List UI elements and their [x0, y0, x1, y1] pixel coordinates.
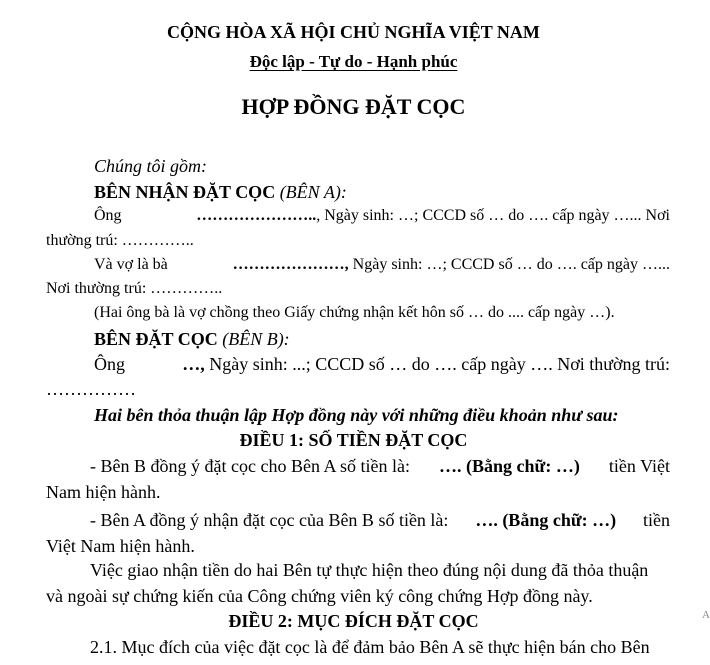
article-2-para-1: 2.1. Mục đích của việc đặt cọc là để đảm bảo Bên A sẽ thực hiện bán cho Bên: [90, 637, 650, 657]
wife-prefix: Và vợ là bà: [94, 256, 168, 273]
husband-name-blank: …………………..: [196, 207, 317, 224]
article-2-heading: ĐIỀU 2: MỤC ĐÍCH ĐẶT CỌC: [228, 611, 479, 631]
party-b-heading: [94, 330, 290, 348]
article-1-para-1-line-2: Nam hiện hành.: [46, 482, 161, 502]
article-1-para-3-line-1: Việc giao nhận tiền do hai Bên tự thực hiện theo đúng nội dung đã thỏa thuận: [90, 560, 649, 580]
document-title: HỢP ĐỒNG ĐẶT CỌC: [241, 94, 466, 119]
wife-fields: …………………, Ngày sinh: …; CCCD số … do …. cấp ngày …...: [232, 256, 670, 273]
motto: [0, 53, 707, 70]
party-a-tag: (BÊN A):: [275, 182, 347, 202]
article-1-para-1-line-1: - Bên B đồng ý đặt cọc cho Bên A số tiền là: …. (Bằng chữ: …) tiền Việt: [90, 456, 670, 476]
party-b-name: BÊN ĐẶT CỌC: [94, 329, 218, 349]
party-a-husband-line-2: thường trú: …………..: [46, 232, 194, 249]
party-a-wife-line-1: [94, 257, 670, 273]
party-b-fields: …, Ngày sinh: ...; CCCD số … do …. cấp ngày …. Nơi thường trú:: [182, 354, 670, 374]
deposit-amount-blank-2: …. (Bằng chữ: …): [475, 510, 617, 530]
motto-text: Độc lập - Tự do - Hạnh phúc: [249, 52, 458, 71]
party-a-name: BÊN NHẬN ĐẶT CỌC: [94, 182, 276, 202]
marriage-certificate-note: (Hai ông bà là vợ chồng theo Giấy chứng nhận kết hôn số … do .... cấp ngày …).: [94, 304, 615, 321]
party-b-prefix: Ông: [94, 354, 125, 374]
margin-mark: A: [702, 609, 710, 621]
party-a-husband-line-1: [94, 208, 670, 224]
deposit-amount-blank-1: …. (Bằng chữ: …): [439, 456, 580, 476]
wife-name-blank: …………………,: [232, 256, 349, 273]
article-1-para-2-line-2: Việt Nam hiện hành.: [46, 536, 195, 556]
party-b-line-1: [94, 355, 670, 373]
husband-prefix: Ông: [94, 207, 122, 224]
party-a-heading: [94, 183, 347, 201]
party-b-line-2: ……………: [46, 379, 136, 399]
article-1-para-2-line-1: - Bên A đồng ý nhận đặt cọc của Bên B số tiền là: …. (Bằng chữ: …) tiền: [90, 510, 670, 530]
husband-fields: ………………….., Ngày sinh: …; CCCD số … do …. cấp ngày …... Nơi: [196, 207, 670, 224]
party-b-tag: (BÊN B):: [217, 329, 290, 349]
article-1-para-3-line-2: và ngoài sự chứng kiến của Công chứng viên ký công chứng Hợp đồng này.: [46, 586, 593, 606]
parties-intro: Chúng tôi gồm:: [94, 156, 208, 176]
country-name: CỘNG HÒA XÃ HỘI CHỦ NGHĨA VIỆT NAM: [167, 22, 540, 42]
article-1-heading: ĐIỀU 1: SỐ TIỀN ĐẶT CỌC: [239, 430, 468, 450]
party-b-name-blank: …,: [182, 354, 205, 374]
party-a-wife-line-2: Nơi thường trú: …………..: [46, 280, 223, 297]
agreement-statement: Hai bên thỏa thuận lập Hợp đồng này với những điều khoản như sau:: [94, 405, 619, 425]
